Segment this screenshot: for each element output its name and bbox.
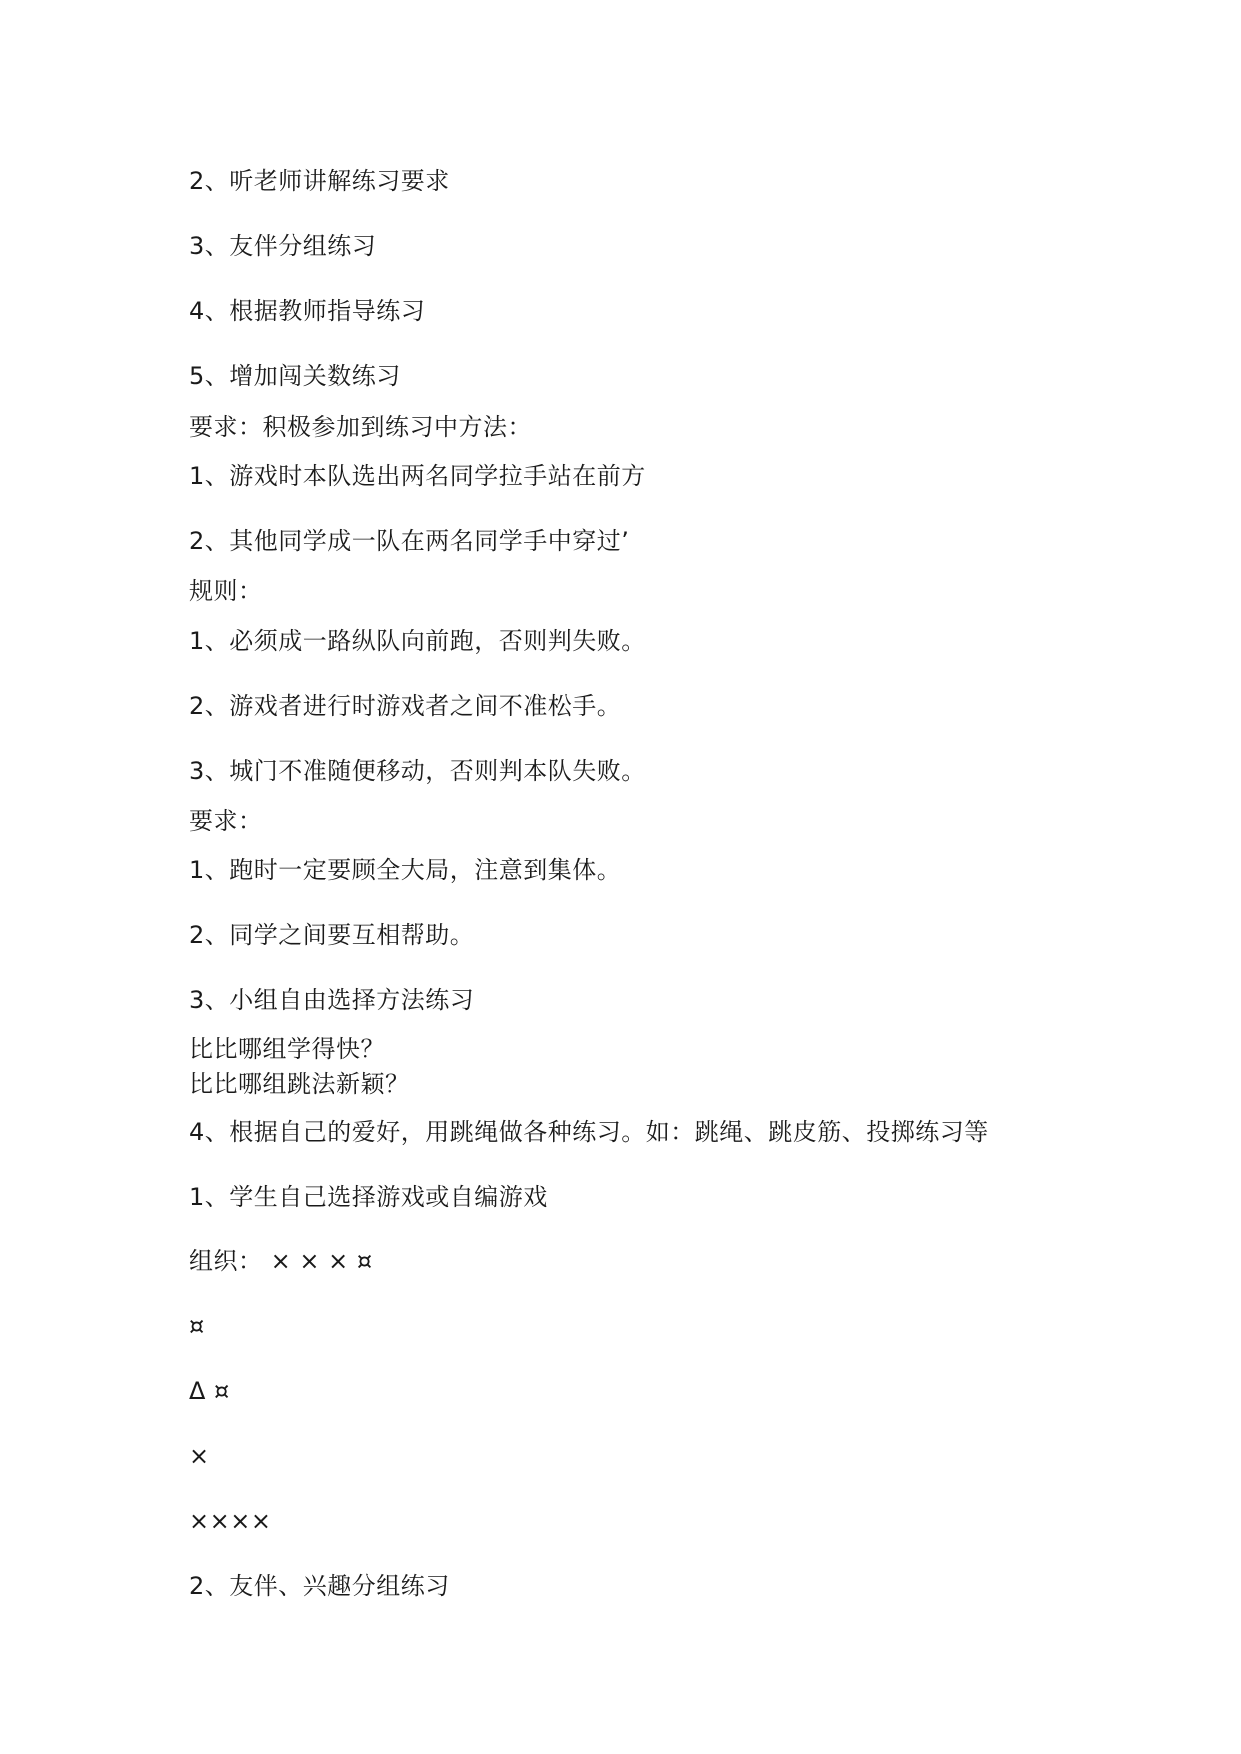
formation-row-4: ×××× (189, 1507, 272, 1535)
formation-row-1: ¤ (189, 1312, 205, 1340)
method-item-2: 2、其他同学成一队在两名同学手中穿过’ (189, 527, 630, 555)
step-listen-requirements: 2、听老师讲解练习要求 (189, 167, 450, 195)
method-item-1: 1、游戏时本队选出两名同学拉手站在前方 (189, 462, 646, 490)
formation-row-3: × (189, 1442, 210, 1470)
requirement-item-4: 4、根据自己的爱好，用跳绳做各种练习。如：跳绳、跳皮筋、投掷练习等 (189, 1118, 989, 1146)
requirement-item-1: 1、跑时一定要顾全大局，注意到集体。 (189, 856, 622, 884)
formation-row-2: Δ ¤ (189, 1377, 230, 1405)
rule-item-1: 1、必须成一路纵队向前跑，否则判失败。 (189, 627, 646, 655)
requirement-item-2: 2、同学之间要互相帮助。 (189, 921, 475, 949)
rule-item-2: 2、游戏者进行时游戏者之间不准松手。 (189, 692, 622, 720)
rule-item-3: 3、城门不准随便移动，否则判本队失败。 (189, 757, 646, 785)
rules-heading: 规则： (189, 577, 263, 605)
compare-speed-question: 比比哪组学得快？ (189, 1035, 385, 1063)
step-teacher-guidance: 4、根据教师指导练习 (189, 297, 426, 325)
compare-novelty-question: 比比哪组跳法新颖？ (189, 1070, 410, 1098)
game-item-2: 2、友伴、兴趣分组练习 (189, 1572, 450, 1600)
game-item-1: 1、学生自己选择游戏或自编游戏 (189, 1183, 548, 1211)
step-add-levels: 5、增加闯关数练习 (189, 362, 401, 390)
organization-label: 组织： × × × ¤ (189, 1247, 373, 1275)
requirement-item-3: 3、小组自由选择方法练习 (189, 986, 475, 1014)
requirements-heading: 要求： (189, 807, 263, 835)
step-partner-groups: 3、友伴分组练习 (189, 232, 377, 260)
requirement-method-heading: 要求：积极参加到练习中方法： (189, 413, 532, 441)
